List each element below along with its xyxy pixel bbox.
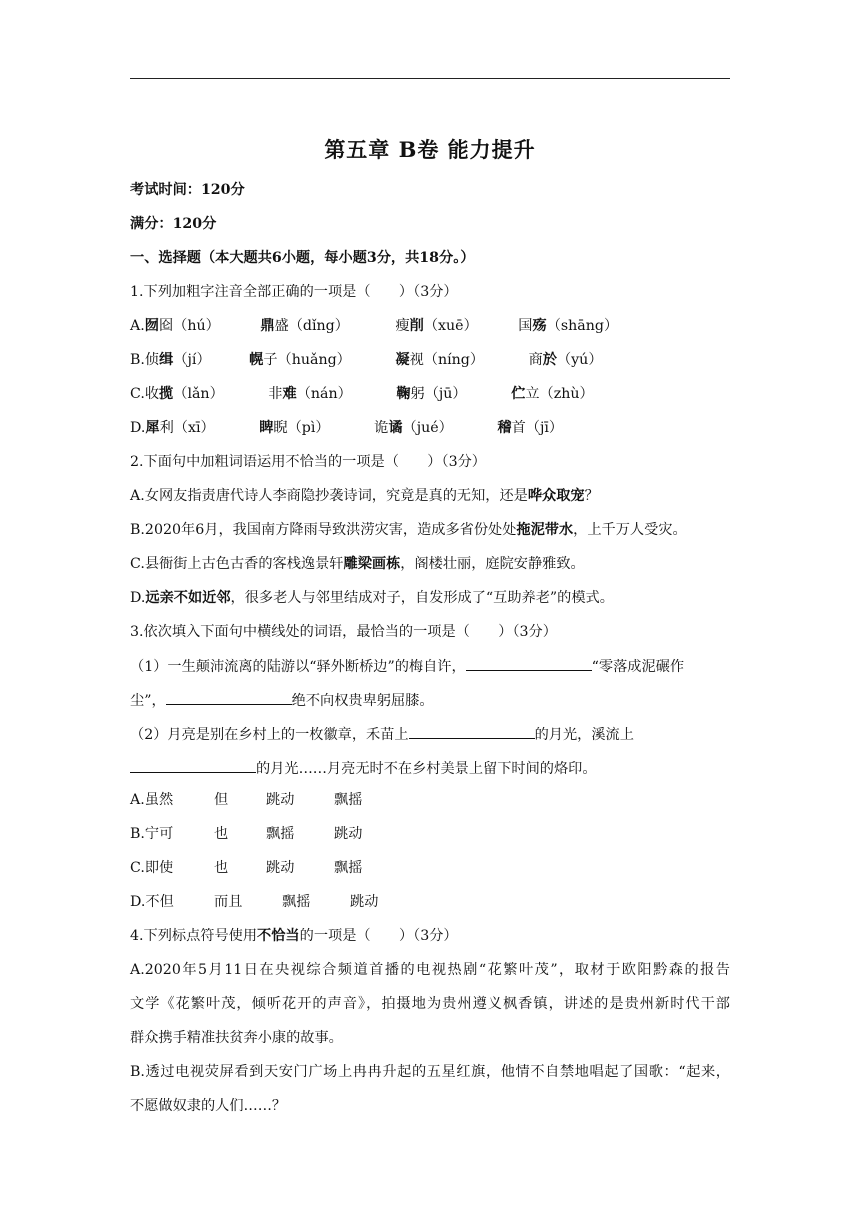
q3-sentence-2-line-1: （2）月亮是别在乡村上的一枚徽章，禾苗上 的月光，溪流上 <box>130 724 634 745</box>
q3-option-a: A.虽然 但 跳动 飘摇 <box>130 792 363 808</box>
q4-option-b-line-2: 不愿做奴隶的人们……？ <box>130 1098 287 1114</box>
q3-option-c: C.即使 也 跳动 飘摇 <box>130 860 363 876</box>
fill-blank <box>466 656 592 671</box>
q3-sentence-1-line-1: （1）一生颠沛流离的陆游以“驿外断桥边”的梅自许， “零落成泥碾作 <box>130 656 684 677</box>
question-1-stem: 1.下列加粗字注音全部正确的一项是（ ）（3分） <box>130 284 458 300</box>
page-title: 第五章 B卷 能力提升 <box>324 137 536 162</box>
fill-blank <box>130 758 256 773</box>
header-rule <box>130 78 730 79</box>
section-heading: 一、选择题（本大题共6小题，每小题3分，共18分。） <box>130 250 475 266</box>
q3-sentence-1-line-2: 尘”， 绝不向权贵卑躬屈膝。 <box>130 690 434 711</box>
q2-option-c: C.县衙街上古色古香的客栈逸景轩雕梁画栋，阁楼壮丽，庭院安静雅致。 <box>130 556 585 572</box>
q3-sentence-2-line-2: 的月光……月亮无时不在乡村美景上留下时间的烙印。 <box>130 758 597 779</box>
q2-option-b: B.2020年6月，我国南方降雨导致洪涝灾害，造成多省份处处拖泥带水，上千万人受灾。 <box>130 522 687 538</box>
q4-option-a-line-1: A.2020年5月11日在央视综合频道首播的电视热剧“花繁叶茂”，取材于欧阳黔森的报告 <box>130 962 730 978</box>
q3-option-d: D.不但 而且 飘摇 跳动 <box>130 894 379 910</box>
fill-blank <box>409 724 535 739</box>
q1-option-a: A.囫囵（hú） 鼎盛（dǐng） 瘦削（xuē） 国殇（shāng） <box>130 318 619 334</box>
question-4-stem: 4.下列标点符号使用不恰当的一项是（ ）（3分） <box>130 928 458 944</box>
q4-option-b-line-1: B.透过电视荧屏看到天安门广场上冉冉升起的五星红旗，他情不自禁地唱起了国歌：“起来， <box>130 1064 730 1080</box>
q1-option-c: C.收揽（lǎn） 非难（nán） 鞠躬（jū） 伫立（zhù） <box>130 386 594 402</box>
fill-blank <box>166 690 292 705</box>
question-3-stem: 3.依次填入下面句中横线处的词语，最恰当的一项是（ ）（3分） <box>130 624 557 640</box>
q3-option-b: B.宁可 也 飘摇 跳动 <box>130 826 363 842</box>
q1-option-b: B.侦缉（jí） 幌子（huǎng） 凝视（níng） 商於（yú） <box>130 352 603 368</box>
full-score: 满分：120分 <box>130 216 217 232</box>
q4-option-a-line-3: 群众携手精准扶贫奔小康的故事。 <box>130 1030 343 1046</box>
q2-option-d: D.远亲不如近邻，很多老人与邻里结成对子，自发形成了“互助养老”的模式。 <box>130 590 614 606</box>
q1-option-d: D.犀利（xī） 睥睨（pì） 诡谲（jué） 稽首（jī） <box>130 420 564 436</box>
exam-time: 考试时间：120分 <box>130 182 245 198</box>
q4-option-a-line-2: 文学《花繁叶茂，倾听花开的声音》，拍摄地为贵州遵义枫香镇，讲述的是贵州新时代干部 <box>130 996 730 1012</box>
question-2-stem: 2.下面句中加粗词语运用不恰当的一项是（ ）（3分） <box>130 454 486 470</box>
q2-option-a: A.女网友指责唐代诗人李商隐抄袭诗词，究竟是真的无知，还是哗众取宠？ <box>130 488 599 504</box>
